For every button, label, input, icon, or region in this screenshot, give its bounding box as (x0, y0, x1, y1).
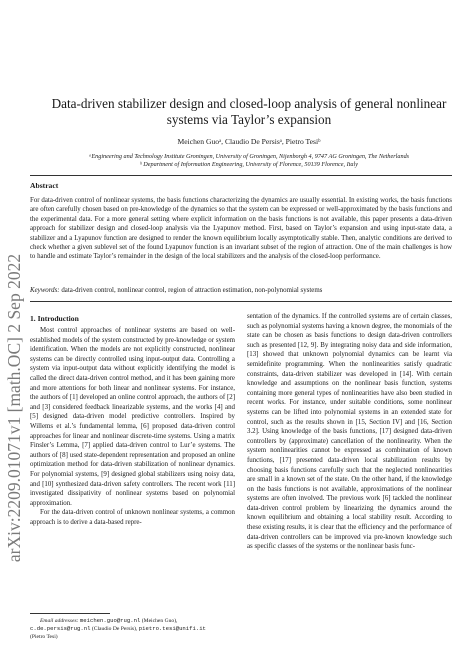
affiliation-a: ᵃEngineering and Technology Institute Groningen, University of Groningen, Nijenborgh 4, 9747 AG Groningen, The Netherlands (88, 153, 410, 160)
abstract-heading: Abstract (30, 181, 59, 190)
right-paragraph-1: sentation of the dynamics. If the controlled systems are of certain classes, such as polynomial systems having a known degree, the monomials of the state can be chosen as basis functions to design data-driven controllers such as presented [12, 9]. By integrating noisy data and side information, [13] showed that unknown polynomial dynamics can be learnt via semidefinite programming. When the nonlinearities satisfy quadratic constraints, data-driven stabilizer was developed in [14]. With certain knowledge and assumptions on the nonlinear basis function, systems containing more general types of nonlinearities have also been studied in recent works. For instance, under suitable conditions, some nonlinear systems can be lifted into polynomial systems in an extended state for control, such as the results shown in [15, Section IV] and [16, Section 3.2]. Using knowledge of the basis functions, [17] designed data-driven controllers by (approximate) cancellation of the nonlinearity. When the system nonlinearities cannot be expressed as combination of known functions, [17] presented data-driven local stabilization results by choosing basis functions carefully such that the neglected nonlinearities are small in a known set of the state. On the other hand, if the knowledge on the basis functions is not available, approximations of the nonlinear systems are often involved. The previous work [6] tackled the nonlinear data-driven control problem by linearizing the dynamics around the known equilibrium and obtaining a local stability result. According to these existing results, it is clear that the efficiency and the performance of data-driven controllers can be improved via pre-known knowledge such as specific classes of the systems or the nonlinear basis func- (247, 313, 452, 551)
right-column (247, 312, 452, 552)
keywords-text: data-driven control, nonlinear control, region of attraction estimation, non-polynomial systems (61, 287, 323, 294)
left-paragraph-1: Most control approaches of nonlinear systems are based on well-established models of the system constructed by pre-knowledge or system identification. When the models are not explicitly constructed, nonlinear systems can be directly controlled using input-output data. Controlling a system via input-output data without explicitly identifying the model is called the direct data-driven control method, and it has been gaining more and more attentions for both linear and nonlinear systems. For instance, the authors of [1] developed an online control approach, the authors of [2] and [3] considered feedback linearizable systems, and the works [4] and [5] designed data-driven model predictive controllers. Inspired by Willems et al.’s fundamental lemma, [6] proposed data-driven control approaches for linear and nonlinear discrete-time systems. Using a matrix Finsler’s Lemma, [7] applied data-driven control to Lur’e systems. The authors of [8] used state-dependent representation and proposed an online optimization method for data-driven stabilization of nonlinear dynamics. For polynomial systems, [9] designed global stabilizers using noisy data, and [10] synthesized data-driven safety controllers. The recent work [11] investigated dissipativity of nonlinear systems based on polynomial approximation. (30, 327, 235, 507)
section-heading: 1. Introduction (30, 314, 79, 323)
footnote-label: Email addresses: (40, 618, 79, 624)
footnote-rule (30, 613, 110, 614)
email-guo-name: (Meichen Guo), (141, 618, 178, 624)
author-list: Meichen Guoᵃ, Claudio De Persisᵃ, Pietro Tesiᵇ (177, 137, 321, 146)
email-tesi: pietro.tesi@unifi.it (138, 625, 206, 633)
affiliation-b: ᵇ Department of Information Engineering, University of Florence, 50139 Florence, Italy (140, 161, 358, 168)
abstract-text: For data-driven control of nonlinear systems, the basis functions characterizing the dynamics are usually essential. In existing works, the basis functions are often carefully chosen based on pre-knowledge of the dynamics so that the system can be expressed or well-approximated by the basis functions and the experimental data. For a more general setting where explicit information on the basis functions is not available, this paper presents a data-driven approach for stabilizer design and closed-loop analysis via the Lyapunov method. First, based on Taylor’s expansion and using input-state data, a stabilizer and a Lyapunov function are designed to render the known equilibrium locally asymptotically stable. Then, analytic conditions are derived to check whether a given sublevel set of the found Lyapunov function is an invariant subset of the region of attraction. One of the main challenges is how to handle and estimate Taylor’s remainder in the design of the local stabilizers and the analysis of the closed-loop performance. (30, 197, 452, 261)
keywords-label: Keywords: (30, 287, 60, 294)
email-guo: meichen.guo@rug.nl (79, 617, 141, 624)
footnote (30, 617, 235, 641)
paper-title: Data-driven stabilizer design and closed-loop analysis of general nonlinear systems via Taylor’s expansion (51, 96, 447, 127)
left-column (30, 326, 235, 527)
keywords (30, 286, 452, 295)
arxiv-stamp-text: arXiv:2209.01071v1 [math.OC] 2 Sep 2022 (4, 253, 24, 563)
left-paragraph-2: For the data-driven control of unknown nonlinear systems, a common approach is to derive a data-based repre- (30, 509, 235, 526)
email-depersis: c.de.persis@rug.nl (30, 625, 91, 633)
bottom-rule (30, 301, 452, 302)
affiliations (40, 153, 458, 169)
arxiv-stamp (2, 208, 26, 608)
top-rule (30, 175, 452, 176)
email-tesi-name: (Pietro Tesi) (30, 633, 58, 640)
email-depersis-name: (Claudio De Persis), (91, 626, 138, 633)
